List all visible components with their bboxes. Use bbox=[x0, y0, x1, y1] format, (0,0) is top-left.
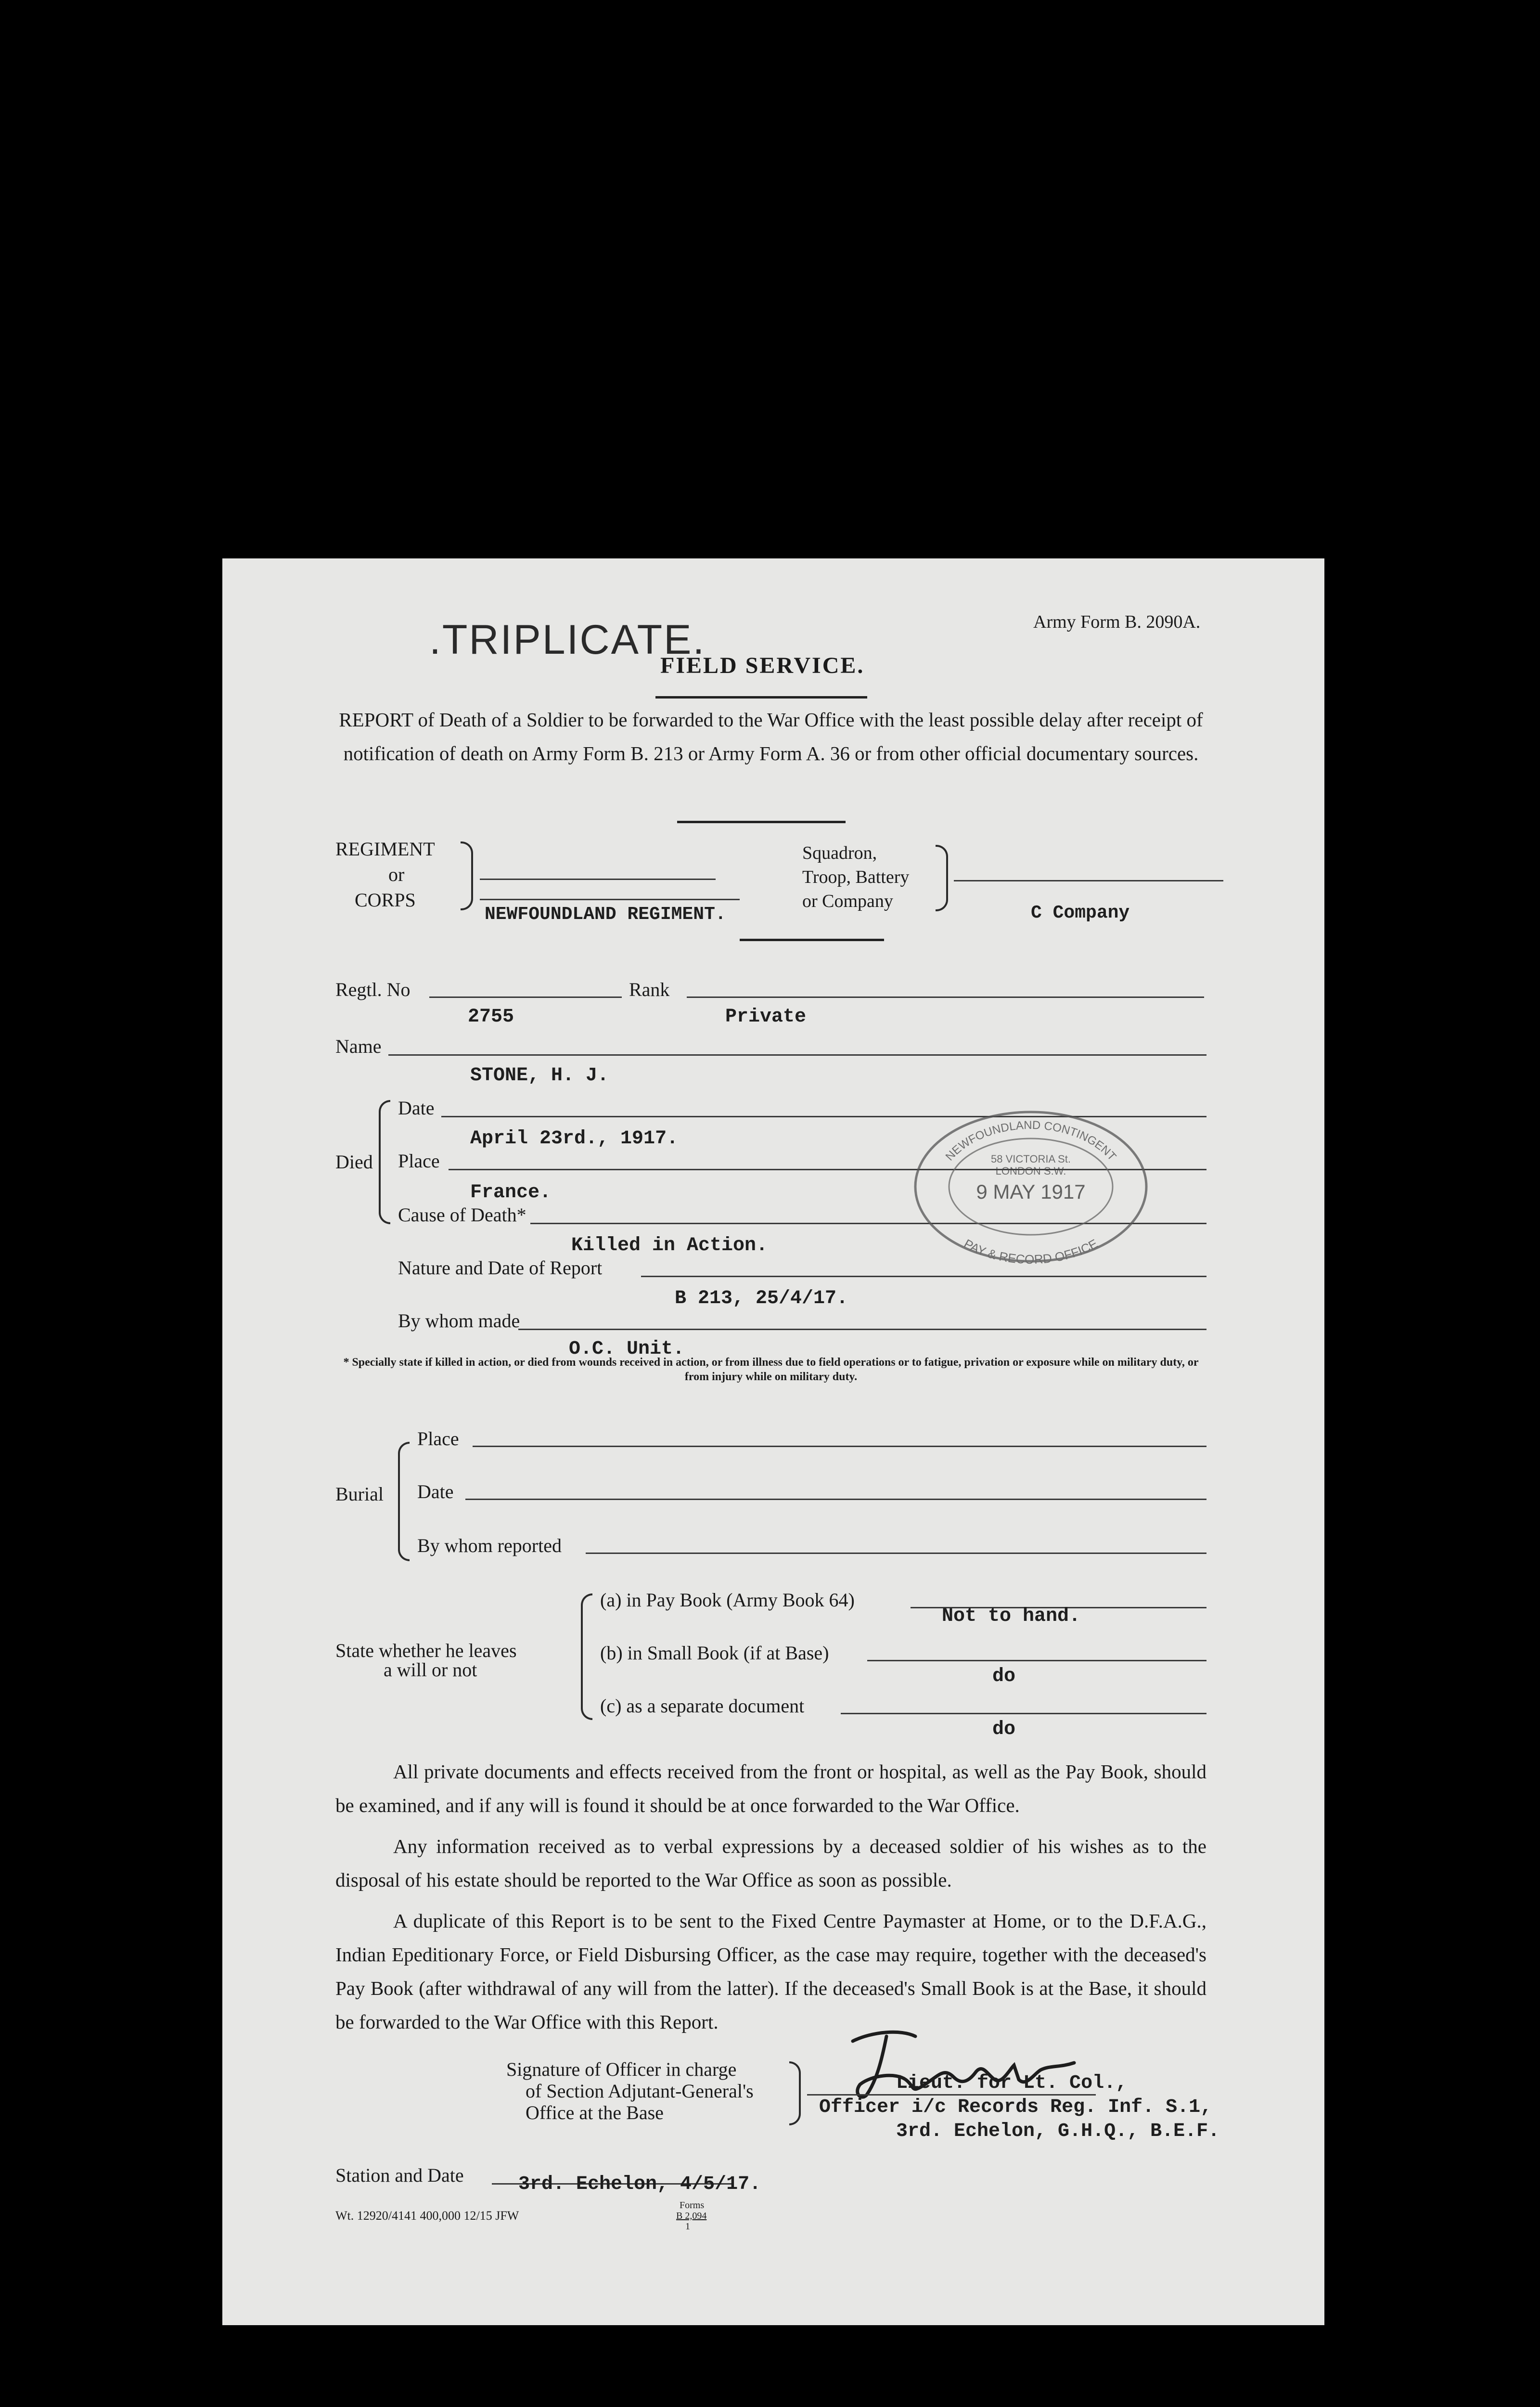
stamp-city: LONDON S.W. bbox=[995, 1165, 1066, 1177]
footnote: * Specially state if killed in action, or died from wounds received in action, or from illness due to field operations or to fatigue, privation or exposure while on military duty, or from injury while on military duty. bbox=[343, 1356, 1199, 1383]
stamp-bottom-text: PAY & RECORD OFFICE bbox=[961, 1236, 1101, 1266]
will-c-label: (c) as a separate document bbox=[600, 1695, 805, 1717]
burial-reported-label: By whom reported bbox=[417, 1535, 562, 1556]
by-whom-line bbox=[518, 1329, 1206, 1330]
regiment-brace bbox=[461, 841, 473, 910]
army-form-number: Army Form B. 2090A. bbox=[1033, 612, 1201, 632]
forms-code-1: Forms bbox=[680, 2200, 705, 2211]
regiment-label: REGIMENT bbox=[335, 838, 435, 860]
burial-place-line bbox=[473, 1446, 1206, 1447]
forms-code-2: B 2,094 bbox=[676, 2211, 707, 2221]
name-line bbox=[388, 1054, 1206, 1056]
corps-label: CORPS bbox=[355, 889, 416, 911]
died-label: Died bbox=[335, 1151, 373, 1173]
intro-rule bbox=[677, 821, 846, 823]
forms-code-3: 1 bbox=[685, 2221, 690, 2232]
company-line bbox=[954, 880, 1223, 881]
burial-brace bbox=[398, 1442, 410, 1561]
signature-brace bbox=[789, 2061, 801, 2125]
place-value: France. bbox=[470, 1182, 552, 1204]
rank-line bbox=[687, 996, 1204, 998]
regtl-no-value: 2755 bbox=[468, 1006, 514, 1028]
regtl-no-line bbox=[429, 996, 622, 998]
company-label: or Company bbox=[802, 891, 893, 911]
by-whom-value: O.C. Unit. bbox=[569, 1338, 685, 1360]
rank-value: Private bbox=[725, 1006, 807, 1028]
officer-line-1: Lieut. for Lt. Col., bbox=[896, 2072, 1128, 2094]
cause-label: Cause of Death* bbox=[398, 1204, 526, 1226]
rank-label: Rank bbox=[629, 979, 670, 1000]
squadron-label: Squadron, bbox=[802, 843, 877, 863]
regiment-line-1 bbox=[480, 879, 716, 880]
report-intro: REPORT of Death of a Soldier to be forwarded to the War Office with the least possible delay after receipt of notification of death on Army Form B. 213 or Army Form A. 36 or from other official documentary sources. bbox=[339, 709, 1203, 764]
nature-label: Nature and Date of Report bbox=[398, 1257, 603, 1279]
will-c-line bbox=[841, 1713, 1206, 1714]
date-value: April 23rd., 1917. bbox=[470, 1128, 679, 1150]
burial-reported-line bbox=[586, 1553, 1206, 1554]
officer-line-2: Officer i/c Records Reg. Inf. S.1, bbox=[819, 2096, 1212, 2118]
svg-text:PAY & RECORD OFFICE bbox=[962, 1236, 1100, 1266]
regiment-line-2 bbox=[480, 899, 740, 900]
signature-line bbox=[807, 2094, 1096, 2096]
will-b-value: do bbox=[992, 1666, 1016, 1687]
officer-line-3: 3rd. Echelon, G.H.Q., B.E.F. bbox=[896, 2121, 1220, 2142]
burial-date-line bbox=[465, 1499, 1206, 1500]
signature-label-1: Signature of Officer in charge bbox=[506, 2058, 737, 2080]
will-a-value: Not to hand. bbox=[942, 1605, 1081, 1627]
will-b-line bbox=[867, 1660, 1206, 1661]
regiment-or-label: or bbox=[388, 864, 405, 885]
triplicate-stamp: .TRIPLICATE. bbox=[429, 617, 706, 663]
will-b-label: (b) in Small Book (if at Base) bbox=[600, 1642, 829, 1664]
print-code: Wt. 12920/4141 400,000 12/15 JFW bbox=[335, 2209, 519, 2223]
title-rule bbox=[655, 696, 867, 699]
will-a-label: (a) in Pay Book (Army Book 64) bbox=[600, 1589, 855, 1611]
field-service-title: FIELD SERVICE. bbox=[660, 653, 865, 678]
will-label-2: a will or not bbox=[384, 1659, 477, 1681]
paragraph-verbal-expressions: Any information received as to verbal expressions by a deceased soldier of his wishes as to the disposal of his estate should be reported to the War Office as soon as possible. bbox=[335, 1835, 1206, 1891]
service-form bbox=[222, 558, 1324, 2325]
company-value: C Company bbox=[1031, 903, 1130, 923]
record-office-stamp bbox=[911, 1107, 1151, 1266]
station-value: 3rd. Echelon, 4/5/17. bbox=[518, 2174, 761, 2195]
station-label: Station and Date bbox=[335, 2164, 464, 2186]
nature-value: B 213, 25/4/17. bbox=[675, 1288, 848, 1309]
burial-label: Burial bbox=[335, 1483, 384, 1505]
nature-line bbox=[641, 1276, 1206, 1277]
signature-label-2: of Section Adjutant-General's bbox=[526, 2080, 754, 2102]
burial-place-label: Place bbox=[417, 1428, 459, 1449]
troop-label: Troop, Battery bbox=[802, 867, 910, 887]
place-label: Place bbox=[398, 1150, 440, 1172]
stamp-date: 9 MAY 1917 bbox=[976, 1180, 1086, 1203]
squadron-brace bbox=[936, 845, 948, 911]
regiment-value: NEWFOUNDLAND REGIMENT. bbox=[485, 904, 726, 925]
stamp-top-text: NEWFOUNDLAND CONTINGENT bbox=[943, 1118, 1119, 1164]
cause-value: Killed in Action. bbox=[571, 1235, 768, 1256]
paragraph-duplicate: A duplicate of this Report is to be sent to the Fixed Centre Paymaster at Home, or to the D.F.A.G., Indian Epeditionary Force, or Field Disbursing Officer, as the case may require, together with the deceased's Pay Book (after withdrawal of any will from the latter). If the deceased's Small Book is at the Base, it should be forwarded to the War Office with this Report. bbox=[335, 1910, 1206, 2033]
name-label: Name bbox=[335, 1035, 382, 1057]
will-label-1: State whether he leaves bbox=[335, 1640, 517, 1661]
regiment-rule bbox=[740, 939, 884, 941]
paragraph-private-documents: All private documents and effects received from the front or hospital, as well as the Pay Book, should be examined, and if any will is found it should be at once forwarded to the War Office. bbox=[335, 1760, 1206, 1816]
will-c-value: do bbox=[992, 1719, 1016, 1740]
name-value: STONE, H. J. bbox=[470, 1065, 609, 1087]
will-brace bbox=[581, 1593, 592, 1720]
date-label: Date bbox=[398, 1097, 435, 1119]
regtl-no-label: Regtl. No bbox=[335, 979, 411, 1000]
signature-label-3: Office at the Base bbox=[526, 2102, 664, 2123]
stamp-street: 58 VICTORIA St. bbox=[991, 1153, 1071, 1165]
burial-date-label: Date bbox=[417, 1481, 454, 1502]
died-brace bbox=[379, 1100, 390, 1224]
by-whom-label: By whom made bbox=[398, 1310, 520, 1332]
